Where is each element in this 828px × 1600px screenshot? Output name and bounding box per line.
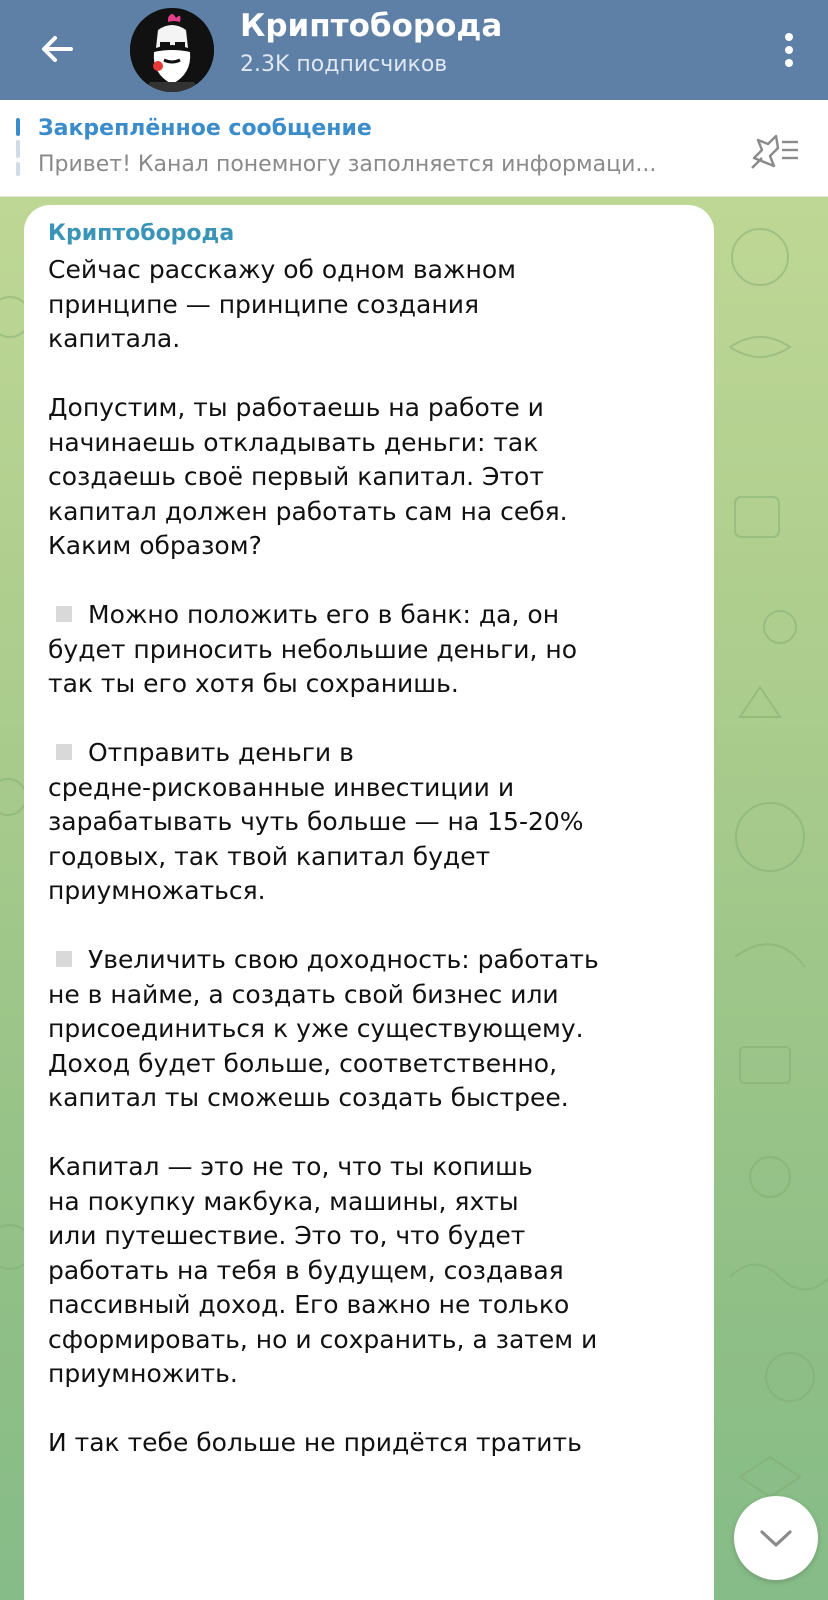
- message-paragraph: [48, 943, 690, 1116]
- pinned-indicator: [16, 118, 20, 178]
- more-vertical-icon: [783, 30, 795, 70]
- message-bubble[interactable]: [24, 205, 714, 1600]
- more-options-button[interactable]: [764, 20, 814, 80]
- message-paragraph: [48, 598, 690, 702]
- channel-title[interactable]: Криптоборода: [240, 8, 503, 44]
- back-button[interactable]: [22, 14, 92, 84]
- message-paragraph: Капитал — это не то, что ты копишь на покупку макбука, машины, яхты или путешествие. Это то, что будет работать на тебя в будущем, создавая пассивный доход. Его важно не только сформировать, но и сохранить, а затем и приумножить.: [48, 1152, 598, 1388]
- pinned-message-bar[interactable]: [0, 100, 828, 197]
- pinned-text: Привет! Канал понемногу заполняется информаци...: [38, 152, 657, 177]
- pinned-list-button[interactable]: [748, 128, 800, 172]
- chat-header: [0, 0, 828, 100]
- channel-avatar[interactable]: [130, 8, 214, 92]
- message-sender[interactable]: Криптоборода: [48, 221, 235, 246]
- pinned-title: Закреплённое сообщение: [38, 116, 372, 141]
- pin-list-icon: [748, 128, 800, 172]
- bullet-square-icon: [56, 606, 72, 622]
- chat-area[interactable]: [0, 197, 828, 1600]
- chevron-down-icon: [756, 1526, 796, 1550]
- message-paragraph: [48, 736, 690, 909]
- message-paragraph: Сейчас расскажу об одном важном принципе — принципе создания капитала.: [48, 255, 516, 353]
- bullet-square-icon: [56, 744, 72, 760]
- bullet-text: Увеличить свою доходность: работать не в найме, а создать свой бизнес или присоединиться к уже существующему. Доход будет больше, соответственно, капитал ты сможешь создать быстрее.: [48, 945, 599, 1112]
- bearded-face-icon: [130, 8, 214, 92]
- bullet-text: Можно положить его в банк: да, он будет приносить небольшие деньги, но так ты его хотя бы сохранишь.: [48, 600, 577, 698]
- arrow-left-icon: [37, 29, 77, 69]
- message-paragraph: И так тебе больше не придётся тратить: [48, 1428, 582, 1457]
- bullet-square-icon: [56, 951, 72, 967]
- subscriber-count: 2.3K подписчиков: [240, 52, 448, 77]
- scroll-down-button[interactable]: [734, 1496, 818, 1580]
- bullet-text: Отправить деньги в средне-рискованные инвестиции и зарабатывать чуть больше — на 15-20% годовых, так твой капитал будет приумножаться.: [48, 738, 584, 905]
- message-paragraph: Допустим, ты работаешь на работе и начинаешь откладывать деньги: так создаешь своё первый капитал. Этот капитал должен работать сам на себя. Каким образом?: [48, 393, 568, 560]
